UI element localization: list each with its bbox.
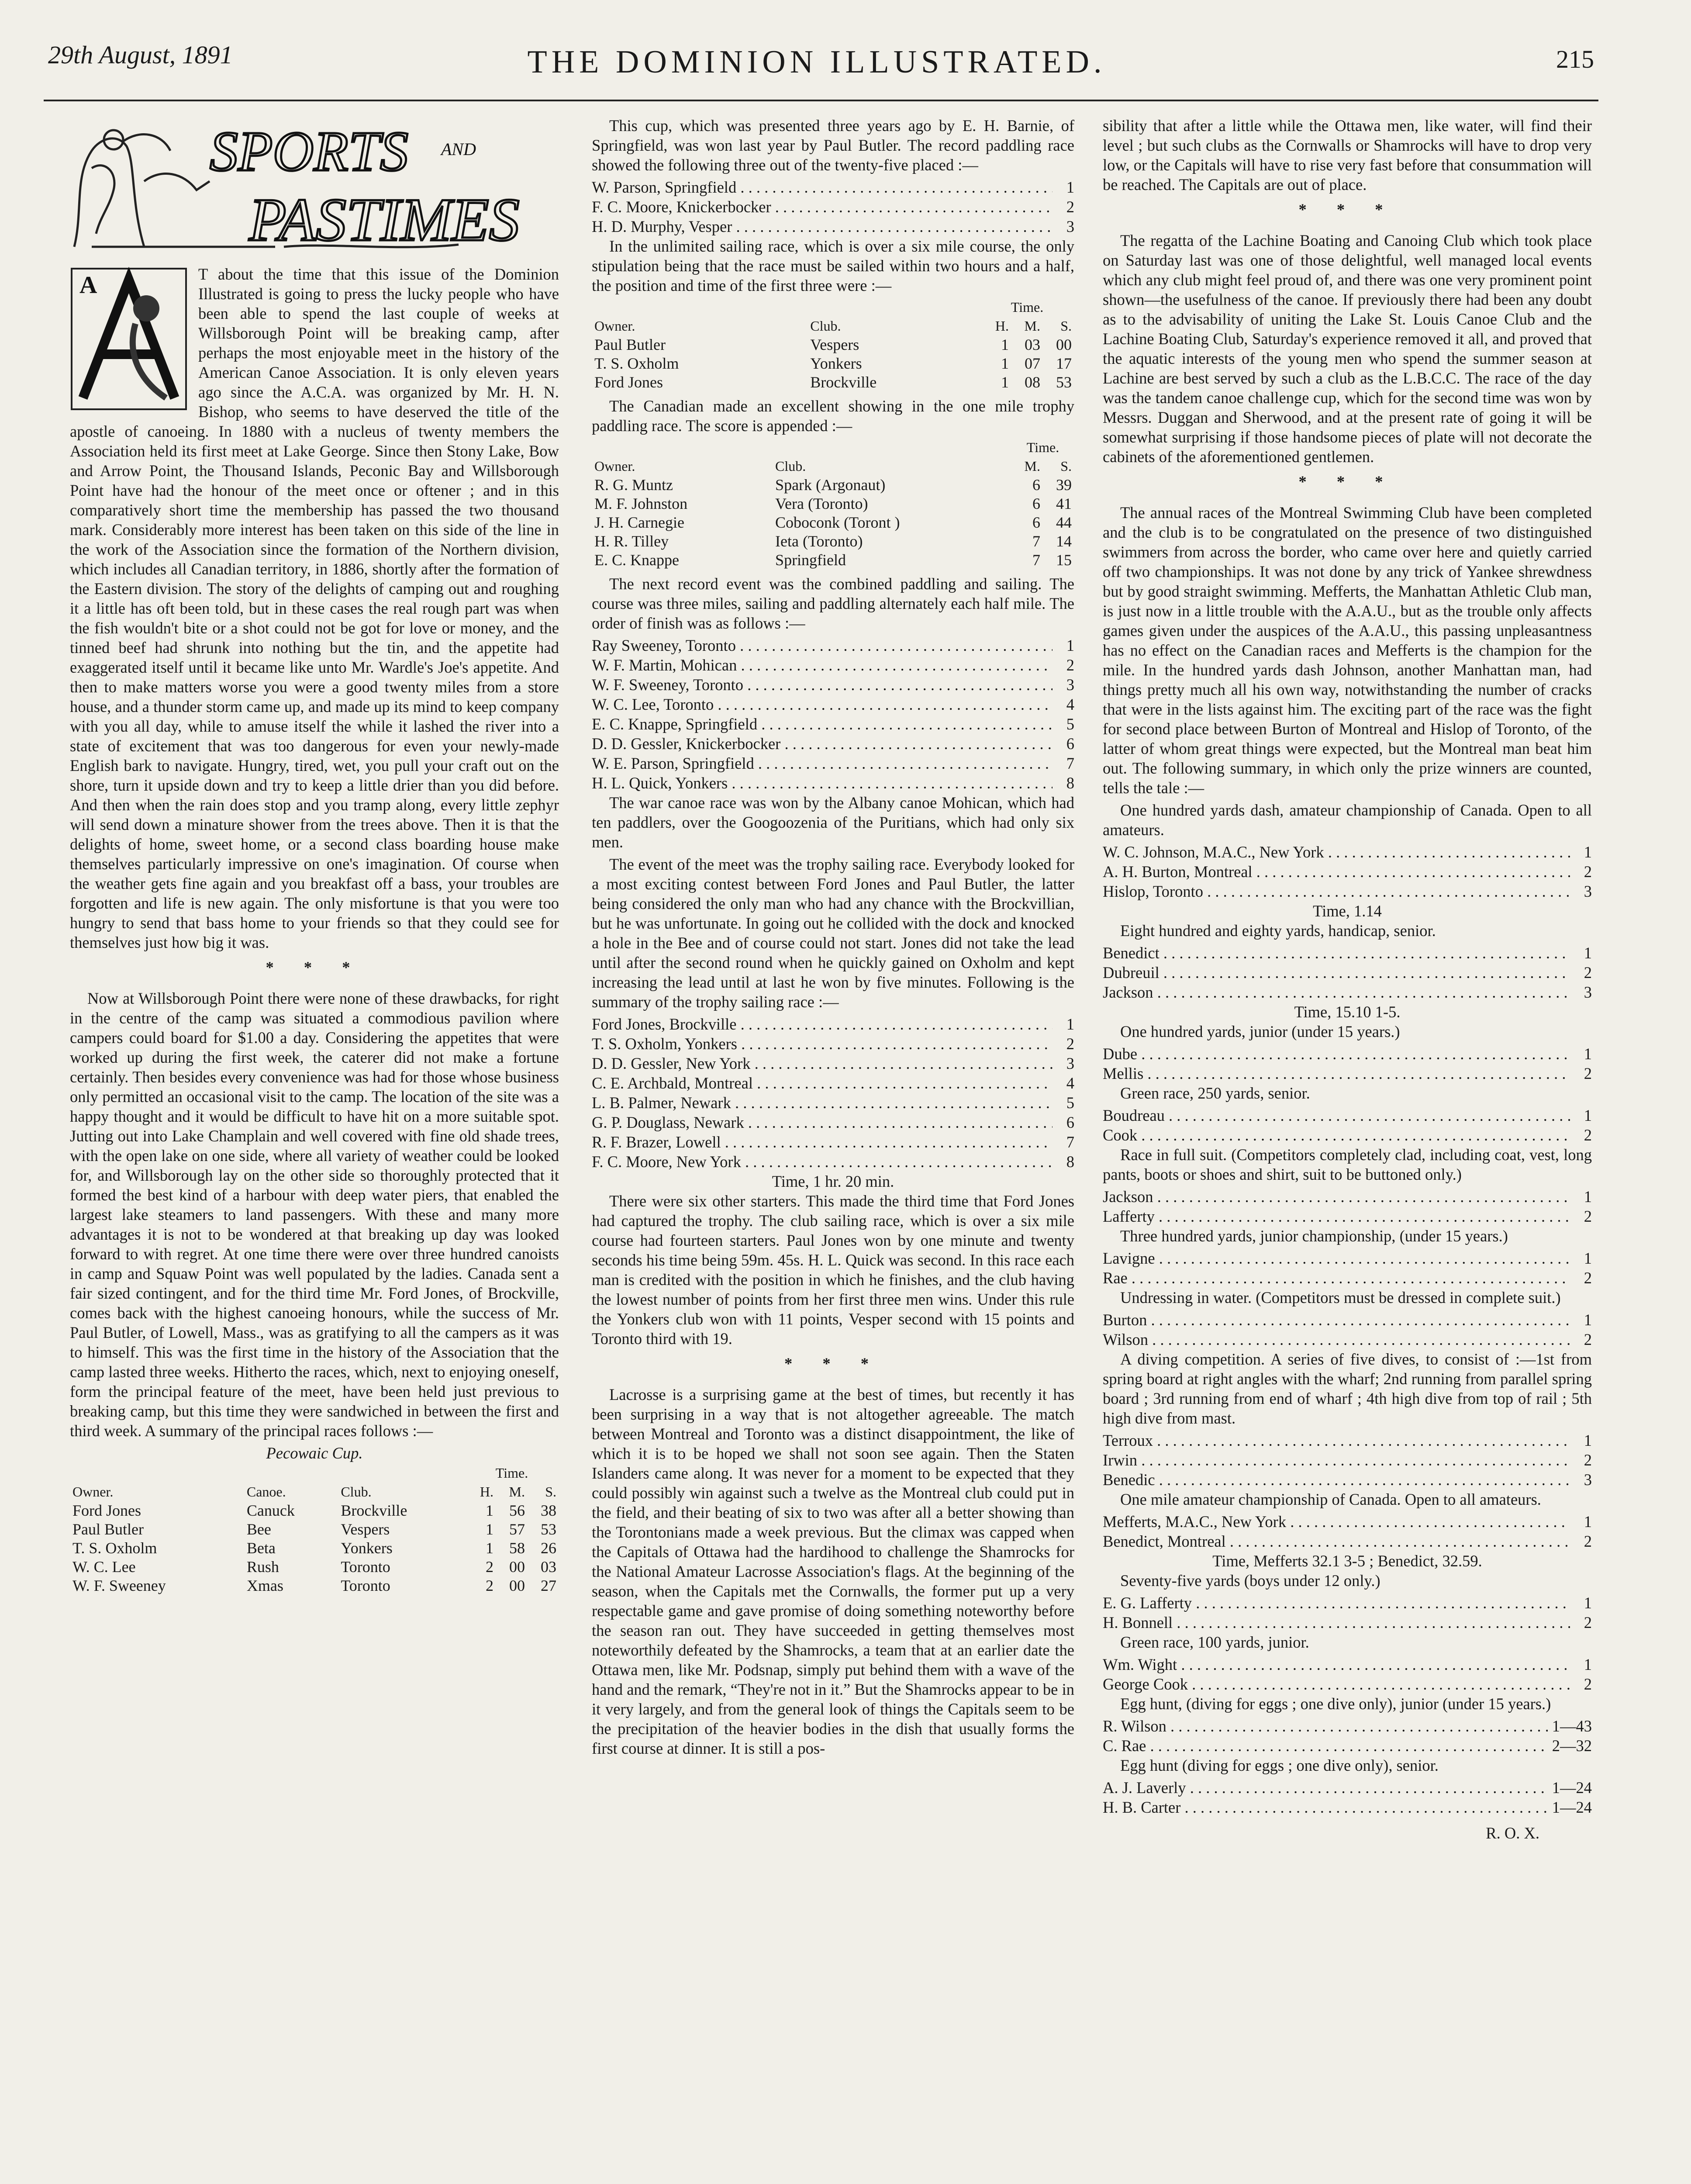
- cell: 26: [541, 1539, 556, 1557]
- cell: 38: [541, 1502, 556, 1519]
- cell: 2: [486, 1577, 493, 1594]
- place: 3: [1066, 218, 1074, 235]
- list-item: [592, 695, 1074, 714]
- cell: Brockville: [810, 373, 877, 391]
- event-title: One hundred yards, junior (under 15 years.): [1120, 1023, 1400, 1040]
- list-item: [1103, 1248, 1592, 1268]
- entrant: D. D. Gessler, Knickerbocker . . .: [592, 734, 1053, 753]
- list-item: [1103, 963, 1592, 982]
- table-row: [592, 373, 1074, 392]
- cell: 2: [486, 1558, 493, 1576]
- event-title: Green race, 100 yards, junior.: [1120, 1633, 1309, 1651]
- page-number: 215: [1556, 45, 1594, 73]
- entrant: Terroux . . .: [1103, 1431, 1570, 1450]
- time-label: Time.: [495, 1465, 528, 1481]
- entrant: F. C. Moore, Knickerbocker . . .: [592, 197, 1053, 217]
- cell: 1: [1001, 336, 1009, 353]
- list-item: [592, 636, 1074, 655]
- list-item: [1103, 1778, 1592, 1797]
- article-paragraph: In the unlimited sailing race, which is over a six mile course, the only stipulation being that the race must be sailed within two hours and a half, the position and time of the first three were :—: [592, 237, 1074, 294]
- entrant: T. S. Oxholm, Yonkers . . .: [592, 1034, 1053, 1054]
- cell: 39: [1056, 476, 1072, 494]
- list-item: [592, 773, 1074, 793]
- cell: E. C. Knappe: [594, 551, 679, 569]
- time-label: Time.: [1011, 299, 1044, 315]
- cell: 03: [1025, 336, 1040, 353]
- entrant: Lavigne . . .: [1103, 1248, 1570, 1268]
- place: 3: [1066, 676, 1074, 694]
- article-paragraph: The event of the meet was the trophy sailing race. Everybody looked for a most exciting contest between Ford Jones and Paul Butler, the latter being considered the only man who had any chance with the Brockvillian, but he was unfortunate. In going out he collided with the dock and knocked a hole in the Bee and of course could not start. Jones did not take the lead until after the second round when he quickly gained on Oxholm and kept increasing the lead until at last he won by five minutes. Following is the summary of the trophy sailing race :—: [592, 855, 1074, 1011]
- drop-cap-illustration: [70, 267, 188, 411]
- entrant: Hislop, Toronto . . .: [1103, 881, 1570, 901]
- article-paragraph: Now at Willsborough Point there were none of these drawbacks, for right in the centre of the camp was situated a commodious pavilion where campers could board for $1.00 a day. Considering the appetites that were worked up during the first week, the caterer did not make a fortune certainly. Then besides every convenience was had for those whose business only permitted an occasional visit to the camp. The location of the site was a happy thought and it would be difficult to have hit on a more suitable spot. Jutting out into Lake Champlain and well covered with fine old shade trees, with the open lake on one side, where all variety of weather could be looked for, and Willsborough lay on the other side so thoroughly protected that it formed the best kind of a harbour with deep water piers, that enabled the largest lake steamers to land passengers. With these and many more advantages it is not to be wondered at that breaking up day was looked forward to with regret. At one time there were over three hundred canoists in camp and Squaw Point was well populated by the ladies. Canada sent a fair sized contingent, and for the third time Mr. Ford Jones, of Brockville, comes back with the highest canoeing honours, while the success of Mr. Paul Butler, of Lowell, Mass., was as gratifying to all the campers as it was to himself. This was the first time in the history of the Association that the camp lasted three weeks. Hitherto the races, which, next to enjoying oneself, form the principal feature of the meet, have been held just previous to breaking camp, but this time they were sandwiched in between the first and third week. A summary of the principal races follows :—: [70, 989, 559, 1440]
- race-title-pecowaic-cup: Pecowaic Cup.: [266, 1444, 363, 1462]
- entrant: Benedict . . .: [1103, 943, 1570, 963]
- entrant: W. C. Lee, Toronto . . .: [592, 695, 1053, 714]
- table-row: [70, 1520, 559, 1539]
- list-item: [1103, 1797, 1592, 1817]
- cell: Vespers: [341, 1521, 390, 1538]
- place: 4: [1066, 1074, 1074, 1092]
- cell: 56: [509, 1502, 525, 1519]
- place: 3: [1584, 983, 1592, 1001]
- list-item: [592, 655, 1074, 675]
- author-signature: R. O. X.: [1486, 1824, 1539, 1842]
- place: 1: [1066, 178, 1074, 196]
- article-paragraph: There were six other starters. This made the third time that Ford Jones had captured the trophy. The club sailing race, which is over a six mile course had fourteen starters. Paul Jones won by one minute and twenty seconds his time being 59m. 45s. H. L. Quick was second. In this race each man is credited with the position in which he finishes, and the club having the lowest number of points from her first three men wins. Under this rule the Yonkers club won with 11 points, Vesper second with 15 points and Toronto third with 19.: [592, 1192, 1074, 1348]
- list-item: [592, 177, 1074, 197]
- entrant: H. Bonnell . . .: [1103, 1613, 1570, 1632]
- cell: 6: [1032, 514, 1040, 531]
- table-header: M.: [1024, 458, 1040, 474]
- table-header: S.: [1060, 458, 1072, 474]
- cell: Ieta (Toronto): [775, 532, 863, 550]
- list-item: [1103, 1613, 1592, 1632]
- list-item: [1103, 842, 1592, 862]
- list-item: [1103, 1268, 1592, 1288]
- cell: 17: [1056, 355, 1072, 372]
- entrant: George Cook . . .: [1103, 1674, 1570, 1694]
- page-header: [39, 31, 1594, 97]
- cell: T. S. Oxholm: [72, 1539, 157, 1557]
- list-item: [1103, 1470, 1592, 1489]
- cell: Beta: [246, 1539, 276, 1557]
- entrant: C. Rae . . .: [1103, 1736, 1548, 1755]
- table-row: [70, 1576, 559, 1595]
- entrant: E. G. Lafferty . . .: [1103, 1593, 1570, 1613]
- cell: 1: [486, 1502, 493, 1519]
- list-item: [1103, 1531, 1592, 1551]
- race-time: Time, 15.10 1-5.: [1294, 1003, 1401, 1021]
- entrant: Benedic . . .: [1103, 1470, 1570, 1489]
- entrant: Jackson . . .: [1103, 982, 1570, 1002]
- cell: 27: [541, 1577, 556, 1594]
- list-item: [1103, 1206, 1592, 1226]
- list-item: [1103, 1044, 1592, 1064]
- entrant: A. H. Burton, Montreal . . .: [1103, 862, 1570, 881]
- event-title: One hundred yards dash, amateur championship of Canada. Open to all amateurs.: [1103, 801, 1592, 839]
- place: 1: [1584, 1431, 1592, 1449]
- banner-word-sports: SPORTS: [210, 120, 408, 183]
- trophy-paddling-table: [592, 438, 1074, 570]
- table-row: [70, 1501, 559, 1520]
- list-item: [1103, 1310, 1592, 1330]
- list-item: [592, 1113, 1074, 1132]
- list-item: [592, 1152, 1074, 1171]
- list-item: [1103, 1593, 1592, 1613]
- entrant: R. Wilson . . .: [1103, 1716, 1548, 1736]
- cell: Vespers: [810, 336, 859, 353]
- article-paragraph: The Canadian made an excellent showing in the one mile trophy paddling race. The score is appended :—: [592, 397, 1074, 435]
- place: 1: [1584, 1188, 1592, 1206]
- cell: Paul Butler: [72, 1521, 144, 1538]
- place: 8: [1066, 1153, 1074, 1171]
- list-item: [1103, 1655, 1592, 1674]
- table-row: [592, 354, 1074, 373]
- drop-cap-letter: A: [79, 272, 97, 299]
- cell: 44: [1056, 514, 1072, 531]
- cell: 07: [1025, 355, 1040, 372]
- place: 1—24: [1552, 1798, 1592, 1816]
- place: 1: [1066, 636, 1074, 654]
- event-title: Egg hunt (diving for eggs ; one dive only), senior.: [1120, 1756, 1439, 1774]
- cell: 14: [1056, 532, 1072, 550]
- place: 2—32: [1552, 1737, 1592, 1755]
- place: 2: [1584, 1207, 1592, 1225]
- place: 3: [1584, 882, 1592, 900]
- place: 1: [1584, 843, 1592, 861]
- entrant: Mellis . . .: [1103, 1064, 1570, 1083]
- cell: 00: [1056, 336, 1072, 353]
- place: 2: [1584, 1614, 1592, 1631]
- cell: 53: [1056, 373, 1072, 391]
- list-item: [1103, 1431, 1592, 1450]
- cell: 00: [509, 1558, 525, 1576]
- article-paragraph: sibility that after a little while the Ottawa men, like water, will find their level ; but such clubs as the Cornwalls or Shamrocks will have to drop very low, or the Capitals will have to rise very fast before that consummation will be reached. The Capitals are out of place.: [1103, 117, 1592, 194]
- trophy-sailing-results: [592, 1014, 1074, 1171]
- place: 6: [1066, 1113, 1074, 1131]
- issue-date: 29th August, 1891: [48, 41, 233, 69]
- time-label: Time.: [1026, 439, 1059, 455]
- table-header: Owner.: [594, 318, 635, 334]
- cell: 7: [1032, 551, 1040, 569]
- list-item: [592, 1014, 1074, 1034]
- section-separator: * * *: [266, 958, 363, 976]
- table-header: H.: [995, 318, 1009, 334]
- entrant: W. F. Martin, Mohican . . .: [592, 655, 1053, 675]
- place: 2: [1584, 1451, 1592, 1469]
- cell: 6: [1032, 495, 1040, 512]
- place: 2: [1584, 1126, 1592, 1144]
- article-paragraph: Lacrosse is a surprising game at the best of times, but recently it has been surprising in a way that is not altogether agreeable. The match between Montreal and Toronto was a distinct disappointment, the like of which it is to be hoped we shall not soon see again. Then the Staten Islanders came along. It was never for a moment to be expected that they could possibly win against such a twelve as the Montreal club could put in the field, and their beating of six to two was after all a better showing than the Torontonians made a week previous. But the climax was capped when the Capitals of Ottawa had the hardihood to challenge the Shamrocks for the National Amateur Lacrosse Association's flags. At the beginning of the season, when the Capitals met the Cornwalls, the former put up a very respectable game and gave promise of doing something noteworthy before the season ran out. They have succeeded in getting themselves most noteworthily defeated by the Shamrocks, a team that at an earlier date the Ottawa men, like Mr. Podsnap, simply put behind them with a wave of the hand and the remark, “They're not in it.” But the Shamrocks appear to be in it very largely, and from the general look of things the Capitals seem to be the precipitation of the heavier bodies in the dish that usually forms the first course at dinner. It is still a pos-: [592, 1386, 1074, 1757]
- header-rule: [44, 100, 1598, 101]
- place: 2: [1584, 964, 1592, 981]
- list-item: [1103, 881, 1592, 901]
- list-item: [592, 675, 1074, 695]
- banner-word-pastimes: PASTIMES: [249, 186, 520, 251]
- entrant: H. D. Murphy, Vesper . . .: [592, 217, 1053, 236]
- place: 5: [1066, 1094, 1074, 1112]
- cell: Toronto: [341, 1577, 390, 1594]
- publication-title: THE DOMINION ILLUSTRATED.: [527, 44, 1106, 80]
- table-header: M.: [1024, 318, 1040, 334]
- section-separator: * * *: [784, 1355, 882, 1372]
- race-time: Time, Mefferts 32.1 3-5 ; Benedict, 32.59.: [1212, 1552, 1482, 1570]
- place: 4: [1066, 695, 1074, 713]
- table-header: S.: [1060, 318, 1072, 334]
- cell: Springfield: [775, 551, 846, 569]
- article-paragraph: The next record event was the combined paddling and sailing. The course was three miles, sailing and paddling alternately each half mile. The order of finish was as follows :—: [592, 575, 1074, 632]
- place: 1: [1584, 1249, 1592, 1267]
- race-time: Time, 1.14: [1313, 902, 1382, 920]
- cell: 1: [1001, 355, 1009, 372]
- column-3: [1103, 116, 1592, 1843]
- entrant: Mefferts, M.A.C., New York . . .: [1103, 1512, 1570, 1531]
- table-row: [592, 494, 1074, 513]
- column-2: [592, 116, 1074, 1761]
- list-item: [1103, 1716, 1592, 1736]
- pecowaic-cup-table: [70, 1464, 559, 1595]
- list-item: [592, 753, 1074, 773]
- event-title: Three hundred yards, junior championship, (under 15 years.): [1120, 1227, 1508, 1245]
- cell: Rush: [246, 1558, 279, 1576]
- table-row: [70, 1558, 559, 1576]
- place: 7: [1066, 754, 1074, 772]
- place: 2: [1584, 1269, 1592, 1287]
- place: 2: [1584, 1675, 1592, 1693]
- cell: 7: [1032, 532, 1040, 550]
- entrant: A. J. Laverly . . .: [1103, 1778, 1548, 1797]
- combined-race-results: [592, 636, 1074, 793]
- cell: Coboconk (Toront ): [775, 514, 900, 531]
- entrant: L. B. Palmer, Newark . . .: [592, 1093, 1053, 1113]
- place: 5: [1066, 715, 1074, 733]
- list-item: [1103, 1674, 1592, 1694]
- table-header: M.: [509, 1484, 525, 1500]
- column-1: [70, 116, 559, 1600]
- entrant: R. F. Brazer, Lowell . . .: [592, 1132, 1053, 1152]
- unlimited-sailing-table: [592, 298, 1074, 392]
- entrant: C. E. Archbald, Montreal . . .: [592, 1073, 1053, 1093]
- list-item: [592, 197, 1074, 217]
- place: 6: [1066, 735, 1074, 753]
- event-title: One mile amateur championship of Canada. Open to all amateurs.: [1120, 1490, 1541, 1508]
- place: 7: [1066, 1133, 1074, 1151]
- list-item: [592, 1054, 1074, 1073]
- cell: Ford Jones: [72, 1502, 141, 1519]
- entrant: W. F. Sweeney, Toronto . . .: [592, 675, 1053, 695]
- place: 1—43: [1552, 1717, 1592, 1735]
- entrant: F. C. Moore, New York . . .: [592, 1152, 1053, 1171]
- cell: R. G. Muntz: [594, 476, 673, 494]
- cell: H. R. Tilley: [594, 532, 669, 550]
- entrant: Jackson . . .: [1103, 1187, 1570, 1206]
- cell: T. S. Oxholm: [594, 355, 679, 372]
- event-title: Eight hundred and eighty yards, handicap, senior.: [1120, 922, 1436, 940]
- cell: Yonkers: [810, 355, 862, 372]
- banner-word-and: AND: [441, 139, 476, 159]
- event-title: Seventy-five yards (boys under 12 only.): [1120, 1572, 1380, 1590]
- cell: 03: [541, 1558, 556, 1576]
- list-item: [1103, 1125, 1592, 1145]
- table-row: [592, 476, 1074, 494]
- cell: M. F. Johnston: [594, 495, 688, 512]
- race-time: Time, 1 hr. 20 min.: [772, 1172, 894, 1190]
- event-title: Green race, 250 yards, senior.: [1120, 1084, 1310, 1102]
- list-item: [1103, 1512, 1592, 1531]
- place: 3: [1584, 1471, 1592, 1489]
- place: 1: [1584, 1311, 1592, 1329]
- article-paragraph: The annual races of the Montreal Swimming Club have been completed and the club is to be congratulated on the presence of two distinguished swimmers from across the border, who came over here and quietly carried off two championships. It was not done by any trick of Yankee shrewdness but by good straight swimming. Mefferts, the Manhattan Athletic Club man, is just now in a little trouble with the A.A.U., but as the trouble only affects games given under the auspices of the A.A.U., this passing unpleasantness has no effect on the Canadian races and Mefferts is the champion for the mile. In the hundred yards dash Johnson, another Manhattan man, had things pretty much all his own way, notwithstanding the number of cracks that were in the lists against him. The exciting part of the race was the fight for second place between Burton of Montreal and Hislop of Toronto, of the latter of whom great things were expected, but the Montreal man beat him out. The following summary, in which only the prize winners are counted, tells the tale :—: [1103, 504, 1592, 797]
- entrant: Dubreuil . . .: [1103, 963, 1570, 982]
- place: 1—24: [1552, 1779, 1592, 1797]
- entrant: Ray Sweeney, Toronto . . .: [592, 636, 1053, 655]
- cell: 15: [1056, 551, 1072, 569]
- cell: Canuck: [246, 1502, 295, 1519]
- table-row: [592, 532, 1074, 551]
- cell: Yonkers: [341, 1539, 393, 1557]
- place: 1: [1066, 1015, 1074, 1033]
- article-paragraph: This cup, which was presented three years ago by E. H. Barnie, of Springfield, was won last year by Paul Butler. The record paddling race showed the following three out of the twenty-five placed :—: [592, 117, 1074, 174]
- cell: 00: [509, 1577, 525, 1594]
- cell: 6: [1032, 476, 1040, 494]
- entrant: Lafferty . . .: [1103, 1206, 1570, 1226]
- table-row: [70, 1539, 559, 1558]
- table-header: Club.: [775, 458, 806, 474]
- cell: 08: [1025, 373, 1040, 391]
- article-paragraph: The regatta of the Lachine Boating and Canoing Club which took place on Saturday last was one of those delightful, well managed local events which any club might feel proud of, and there was one very prominent point shown—the usefulness of the canoe. If previously there had been any doubt as to the advisability of uniting the Lake St. Louis Canoe Club and the Lachine Boating Club, Saturday's experience removed it all, and proved that the aquatic interests of the young men who spend the summer season at Lachine are best served by such a club as the L.B.C.C. The race of the day was the tandem canoe challenge cup, which for the second time was won by Messrs. Duggan and Sherwood, and at the present rate of going it will be somewhat surprising if those handsome pieces of plate will not decorate the cabinets of the aforementioned gentlemen.: [1103, 232, 1592, 466]
- table-header: Owner.: [594, 458, 635, 474]
- entrant: Wilson . . .: [1103, 1330, 1570, 1349]
- place: 8: [1066, 774, 1074, 792]
- list-item: [592, 1073, 1074, 1093]
- place: 3: [1066, 1054, 1074, 1072]
- list-item: [1103, 943, 1592, 963]
- place: 2: [1584, 1532, 1592, 1550]
- cell: Vera (Toronto): [775, 495, 868, 512]
- entrant: Burton . . .: [1103, 1310, 1570, 1330]
- cell: 58: [509, 1539, 525, 1557]
- sports-and-pastimes-banner: [66, 116, 550, 251]
- list-item: [592, 1093, 1074, 1113]
- entrant: G. P. Douglass, Newark . . .: [592, 1113, 1053, 1132]
- list-item: [1103, 1330, 1592, 1349]
- event-title: Race in full suit. (Competitors completely clad, including coat, vest, long pants, boots or shoes and shirt, suit to be buttoned only.): [1103, 1146, 1592, 1183]
- place: 1: [1584, 1106, 1592, 1124]
- cell: Toronto: [341, 1558, 390, 1576]
- cell: 1: [1001, 373, 1009, 391]
- cell: Bee: [246, 1521, 271, 1538]
- table-header: Owner.: [72, 1484, 114, 1500]
- cell: Paul Butler: [594, 336, 666, 353]
- article-paragraph: The war canoe race was won by the Albany canoe Mohican, which had ten paddlers, over the Googoozenia of the Puritians, which had only six men.: [592, 794, 1074, 851]
- place: 2: [1066, 656, 1074, 674]
- list-item: [1103, 982, 1592, 1002]
- entrant: W. E. Parson, Springfield . . .: [592, 753, 1053, 773]
- list-item: [1103, 1187, 1592, 1206]
- event-title: A diving competition. A series of five dives, to consist of :—1st from spring board at right angles with the wharf; 2nd running from parallel spring board ; 3rd running from end of wharf ; 4th high dive from top of rail ; 5th high dive from mast.: [1103, 1350, 1592, 1427]
- table-header: H.: [480, 1484, 493, 1500]
- table-header: S.: [545, 1484, 556, 1500]
- entrant: D. D. Gessler, New York . . .: [592, 1054, 1053, 1073]
- list-item: [592, 714, 1074, 734]
- entrant: W. Parson, Springfield . . .: [592, 177, 1053, 197]
- list-item: [592, 1034, 1074, 1054]
- place: 1: [1584, 1045, 1592, 1063]
- place: 1: [1584, 944, 1592, 962]
- place: 2: [1584, 1064, 1592, 1082]
- cell: Brockville: [341, 1502, 407, 1519]
- place: 1: [1584, 1655, 1592, 1673]
- cell: W. F. Sweeney: [72, 1577, 166, 1594]
- table-row: [592, 513, 1074, 532]
- event-title: Undressing in water. (Competitors must be dressed in complete suit.): [1120, 1289, 1561, 1306]
- entrant: E. C. Knappe, Springfield . . .: [592, 714, 1053, 734]
- table-header: Club.: [341, 1484, 372, 1500]
- place: 1: [1584, 1594, 1592, 1612]
- place: 2: [1066, 1035, 1074, 1053]
- section-separator: * * *: [1298, 473, 1396, 491]
- cell: Spark (Argonaut): [775, 476, 886, 494]
- list-item: [1103, 1106, 1592, 1125]
- entrant: H. L. Quick, Yonkers . . .: [592, 773, 1053, 793]
- entrant: Cook . . .: [1103, 1125, 1570, 1145]
- cell: 53: [541, 1521, 556, 1538]
- cell: 1: [486, 1521, 493, 1538]
- event-title: Egg hunt, (diving for eggs ; one dive only), junior (under 15 years.): [1120, 1695, 1551, 1713]
- list-item: [1103, 1736, 1592, 1755]
- table-header: Canoe.: [246, 1484, 286, 1500]
- list-item: [592, 1132, 1074, 1152]
- entrant: Dube . . .: [1103, 1044, 1570, 1064]
- entrant: Rae . . .: [1103, 1268, 1570, 1288]
- cell: 1: [486, 1539, 493, 1557]
- article-paragraph: T about the time that this issue of the Dominion Illustrated is going to press the lucky people who have been able to spend the last couple of weeks at Willsborough Point will be breaking camp, after perhaps the most enjoyable meet in the history of the American Canoe Association. It is only eleven years ago since the A.C.A. was organized by Mr. H. N. Bishop, who seems to have deserved the title of the apostle of canoeing. In 1880 with a nucleus of twenty members the Association held its first meet at Lake George. Since then Stony Lake, Bow and Arrow Point, the Thousand Islands, Peconic Bay and Willsborough Point have had the honour of the meet once or oftener ; and in this comparatively short time the membership has passed the two thousand mark. Considerably more interest has been taken on this side of the line in the work of the Association since the formation of the Northern division, which includes all Canadian territory, in 1886, shortly after the formation of the Eastern division. The story of the delights of camping out and roughing it a little has oft been told, but in these cases the real rough part was when the fish wouldn't bite or a shot could not be got for love or money, and the tinned beef had shrunk into nothing but the tin, and the appetite had exaggerated itself until it became like unto Mr. Wardle's Joe's appetite. And then to make matters worse you were a good twenty miles from a store house, and a thunder storm came up, and made up its mind to keep company with you all day, while to amuse itself the while it lashed the river into a state of excitement that was too dangerous for even your newly-made English bark to navigate. Hungry, tired, wet, you pull your craft out on the shore, turn it upside down and try to keep a little drier than you did before. And then when the rain does stop and you tramp along, every little zephyr will send down a minature shower from the trees above. Then it is that the delights of home, sweet home, or a second class boarding house make themselves particularly impressive on one's imagination. Of course when the weather gets fine again and you breakfast off a bass, your troubles are forgotten and life is new again. The only misfortune is that you were too hungry to send that bass home to your friends so that they could see for themselves just how big it was.: [70, 265, 559, 951]
- entrant: Benedict, Montreal . . .: [1103, 1531, 1570, 1551]
- place: 2: [1066, 198, 1074, 216]
- section-separator: * * *: [1298, 200, 1396, 218]
- entrant: Ford Jones, Brockville . . .: [592, 1014, 1053, 1034]
- entrant: Boudreau . . .: [1103, 1106, 1570, 1125]
- list-item: [1103, 1064, 1592, 1083]
- table-header: Club.: [810, 318, 841, 334]
- cell: W. C. Lee: [72, 1558, 136, 1576]
- entrant: W. C. Johnson, M.A.C., New York . . .: [1103, 842, 1570, 862]
- table-row: [592, 551, 1074, 570]
- record-paddling-results: [592, 177, 1074, 236]
- entrant: H. B. Carter . . .: [1103, 1797, 1548, 1817]
- cell: Xmas: [246, 1577, 283, 1594]
- place: 2: [1584, 863, 1592, 881]
- place: 1: [1584, 1513, 1592, 1531]
- entrant: Wm. Wight . . .: [1103, 1655, 1570, 1674]
- cell: Ford Jones: [594, 373, 663, 391]
- list-item: [1103, 1450, 1592, 1470]
- list-item: [592, 217, 1074, 236]
- list-item: [592, 734, 1074, 753]
- cell: 57: [509, 1521, 525, 1538]
- cell: 41: [1056, 495, 1072, 512]
- table-row: [592, 335, 1074, 354]
- place: 2: [1584, 1330, 1592, 1348]
- entrant: Irwin . . .: [1103, 1450, 1570, 1470]
- cell: J. H. Carnegie: [594, 514, 684, 531]
- list-item: [1103, 862, 1592, 881]
